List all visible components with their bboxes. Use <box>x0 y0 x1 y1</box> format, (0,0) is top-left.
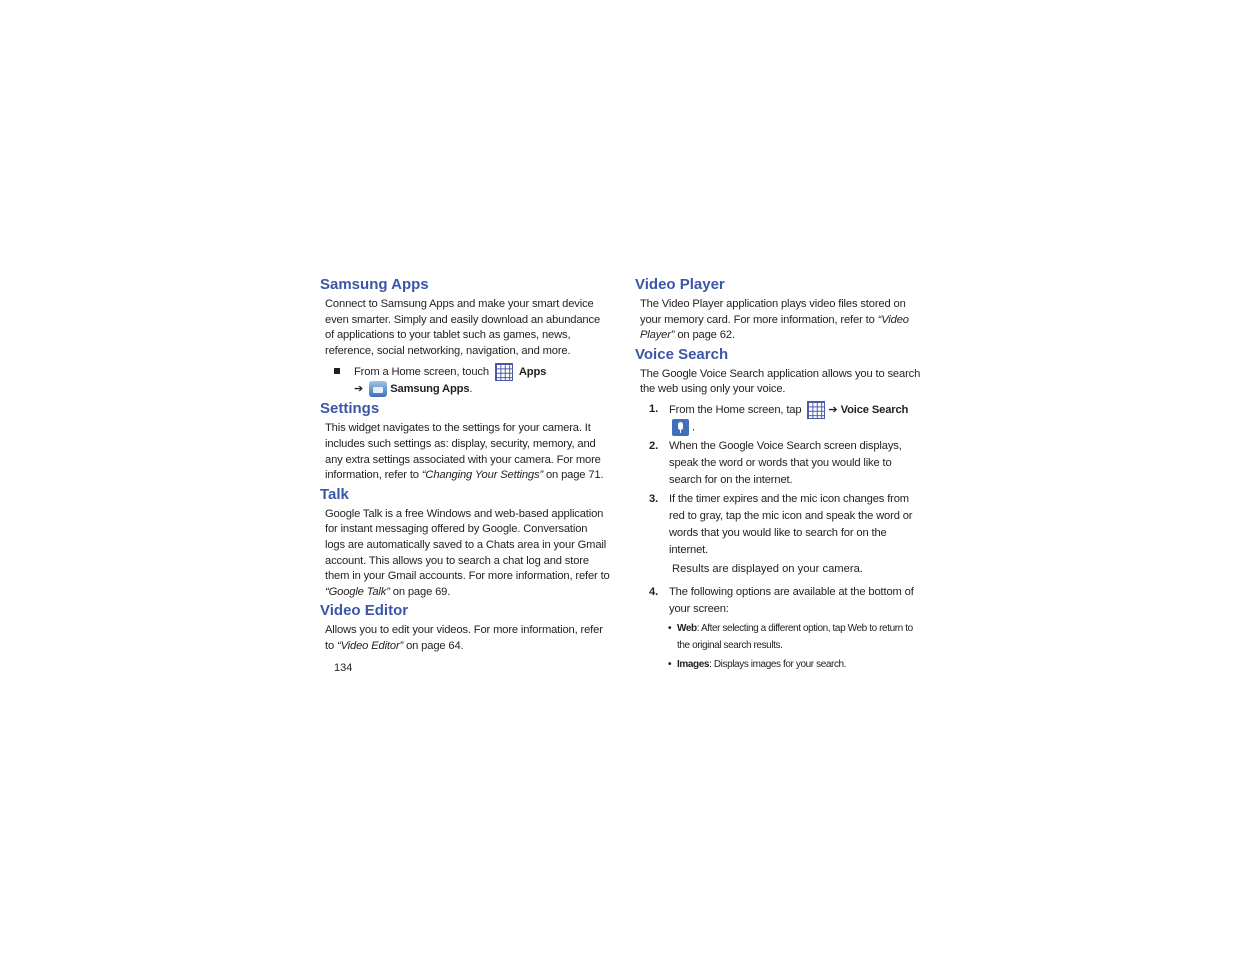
step-samsung-apps-label: Samsung Apps <box>390 383 470 396</box>
body-video-editor <box>325 623 610 654</box>
body-voice-search: The Google Voice Search application allows you to search the web using only your voice. <box>640 367 921 396</box>
video-player-text: The Video Player application plays video files stored on your memory card. For more information, refer to <box>640 298 906 326</box>
settings-ref-suffix: on page 71. <box>543 469 604 482</box>
option-images-text: : Displays images for your search. <box>709 659 847 671</box>
heading-video-editor: Video Editor <box>320 602 409 620</box>
voice-search-steps-continued <box>635 584 925 618</box>
page-number: 134 <box>334 662 353 674</box>
step-2-number: 2. <box>649 440 659 453</box>
body-video-player <box>640 297 925 344</box>
right-column <box>635 276 925 675</box>
step-1-prefix: From the Home screen, tap <box>669 403 802 416</box>
step-3-number: 3. <box>649 493 659 506</box>
arrow-icon: ➔ <box>828 403 838 416</box>
step-3 <box>635 491 925 559</box>
step-prefix: From a Home screen, touch <box>354 366 489 379</box>
square-bullet-icon <box>334 368 340 374</box>
talk-ref: “Google Talk” <box>325 585 390 598</box>
step-end: . <box>469 383 473 396</box>
step-1-end: . <box>692 421 695 434</box>
samsung-apps-step <box>354 363 610 398</box>
step-3-text: If the timer expires and the mic icon changes from red to gray, tap the mic icon and speak the word or words that you would like to search for on the internet. <box>669 493 913 557</box>
step-4-text: The following options are available at the bottom of your screen: <box>669 586 914 616</box>
section-samsung-apps <box>320 276 610 398</box>
heading-samsung-apps: Samsung Apps <box>320 276 429 293</box>
settings-ref: “Changing Your Settings” <box>421 469 544 482</box>
step-4-number: 4. <box>649 586 659 599</box>
step-1-voice-search-label: Voice Search <box>840 403 909 416</box>
body-talk <box>325 507 610 601</box>
section-voice-search <box>635 346 925 674</box>
bullet-dot: • <box>668 623 672 635</box>
microphone-icon <box>672 419 689 436</box>
samsung-apps-icon <box>369 381 387 397</box>
video-editor-text: Allows you to edit your videos. For more information, refer to <box>325 624 603 652</box>
video-player-ref: “Video Player” <box>640 313 909 342</box>
heading-video-player: Video Player <box>635 276 725 293</box>
video-editor-ref: “Video Editor” <box>337 639 404 652</box>
video-player-ref-suffix: on page 62. <box>674 329 735 342</box>
section-video-editor <box>320 602 610 654</box>
talk-ref-suffix: on page 69. <box>389 585 451 598</box>
voice-search-options <box>635 620 925 673</box>
video-editor-ref-suffix: on page 64. <box>403 639 464 652</box>
settings-text: This widget navigates to the settings for your camera. It includes such settings as: display, security, memory, and any extra settings associated with your camera. For more information, refer to <box>325 422 601 482</box>
arrow-icon: ➔ <box>354 383 364 396</box>
heading-settings: Settings <box>320 400 380 418</box>
section-settings <box>320 400 610 483</box>
option-images-label: Images <box>677 659 710 671</box>
option-web-text: : After selecting a different option, tap Web to return to the original search results. <box>677 623 913 652</box>
option-images <box>668 656 925 673</box>
section-talk <box>320 486 610 601</box>
step-1-number: 1. <box>649 402 659 415</box>
body-settings <box>325 421 610 483</box>
bullet-dot: • <box>668 659 672 671</box>
option-web <box>668 620 925 654</box>
apps-grid-icon <box>495 363 513 381</box>
section-video-player <box>635 276 925 344</box>
option-web-label: Web <box>677 623 697 635</box>
apps-grid-icon <box>807 401 825 419</box>
result-note: Results are displayed on your camera. <box>672 563 863 576</box>
step-2-text: When the Google Voice Search screen displays, speak the word or words that you would like to search for on the internet. <box>669 440 902 487</box>
left-column <box>320 276 610 657</box>
talk-text: Google Talk is a free Windows and web-based application for instant messaging offered by Google. Conversation logs are automatically saved to a Chats area in your Gmail account. This allows you to search a chat log and store them in your Gmail accounts. For more information, refer to <box>325 507 610 583</box>
voice-search-steps <box>635 401 925 559</box>
step-2 <box>635 438 925 489</box>
heading-voice-search: Voice Search <box>635 345 729 363</box>
step-apps-label: Apps <box>518 366 547 379</box>
step-1 <box>635 401 925 436</box>
heading-talk: Talk <box>320 485 349 503</box>
body-samsung-apps: Connect to Samsung Apps and make your smart device even smarter. Simply and easily download an abundance of applications to your tablet such as games, news, reference, social networking, navigation, and more. <box>325 298 601 357</box>
step-4 <box>635 584 925 618</box>
